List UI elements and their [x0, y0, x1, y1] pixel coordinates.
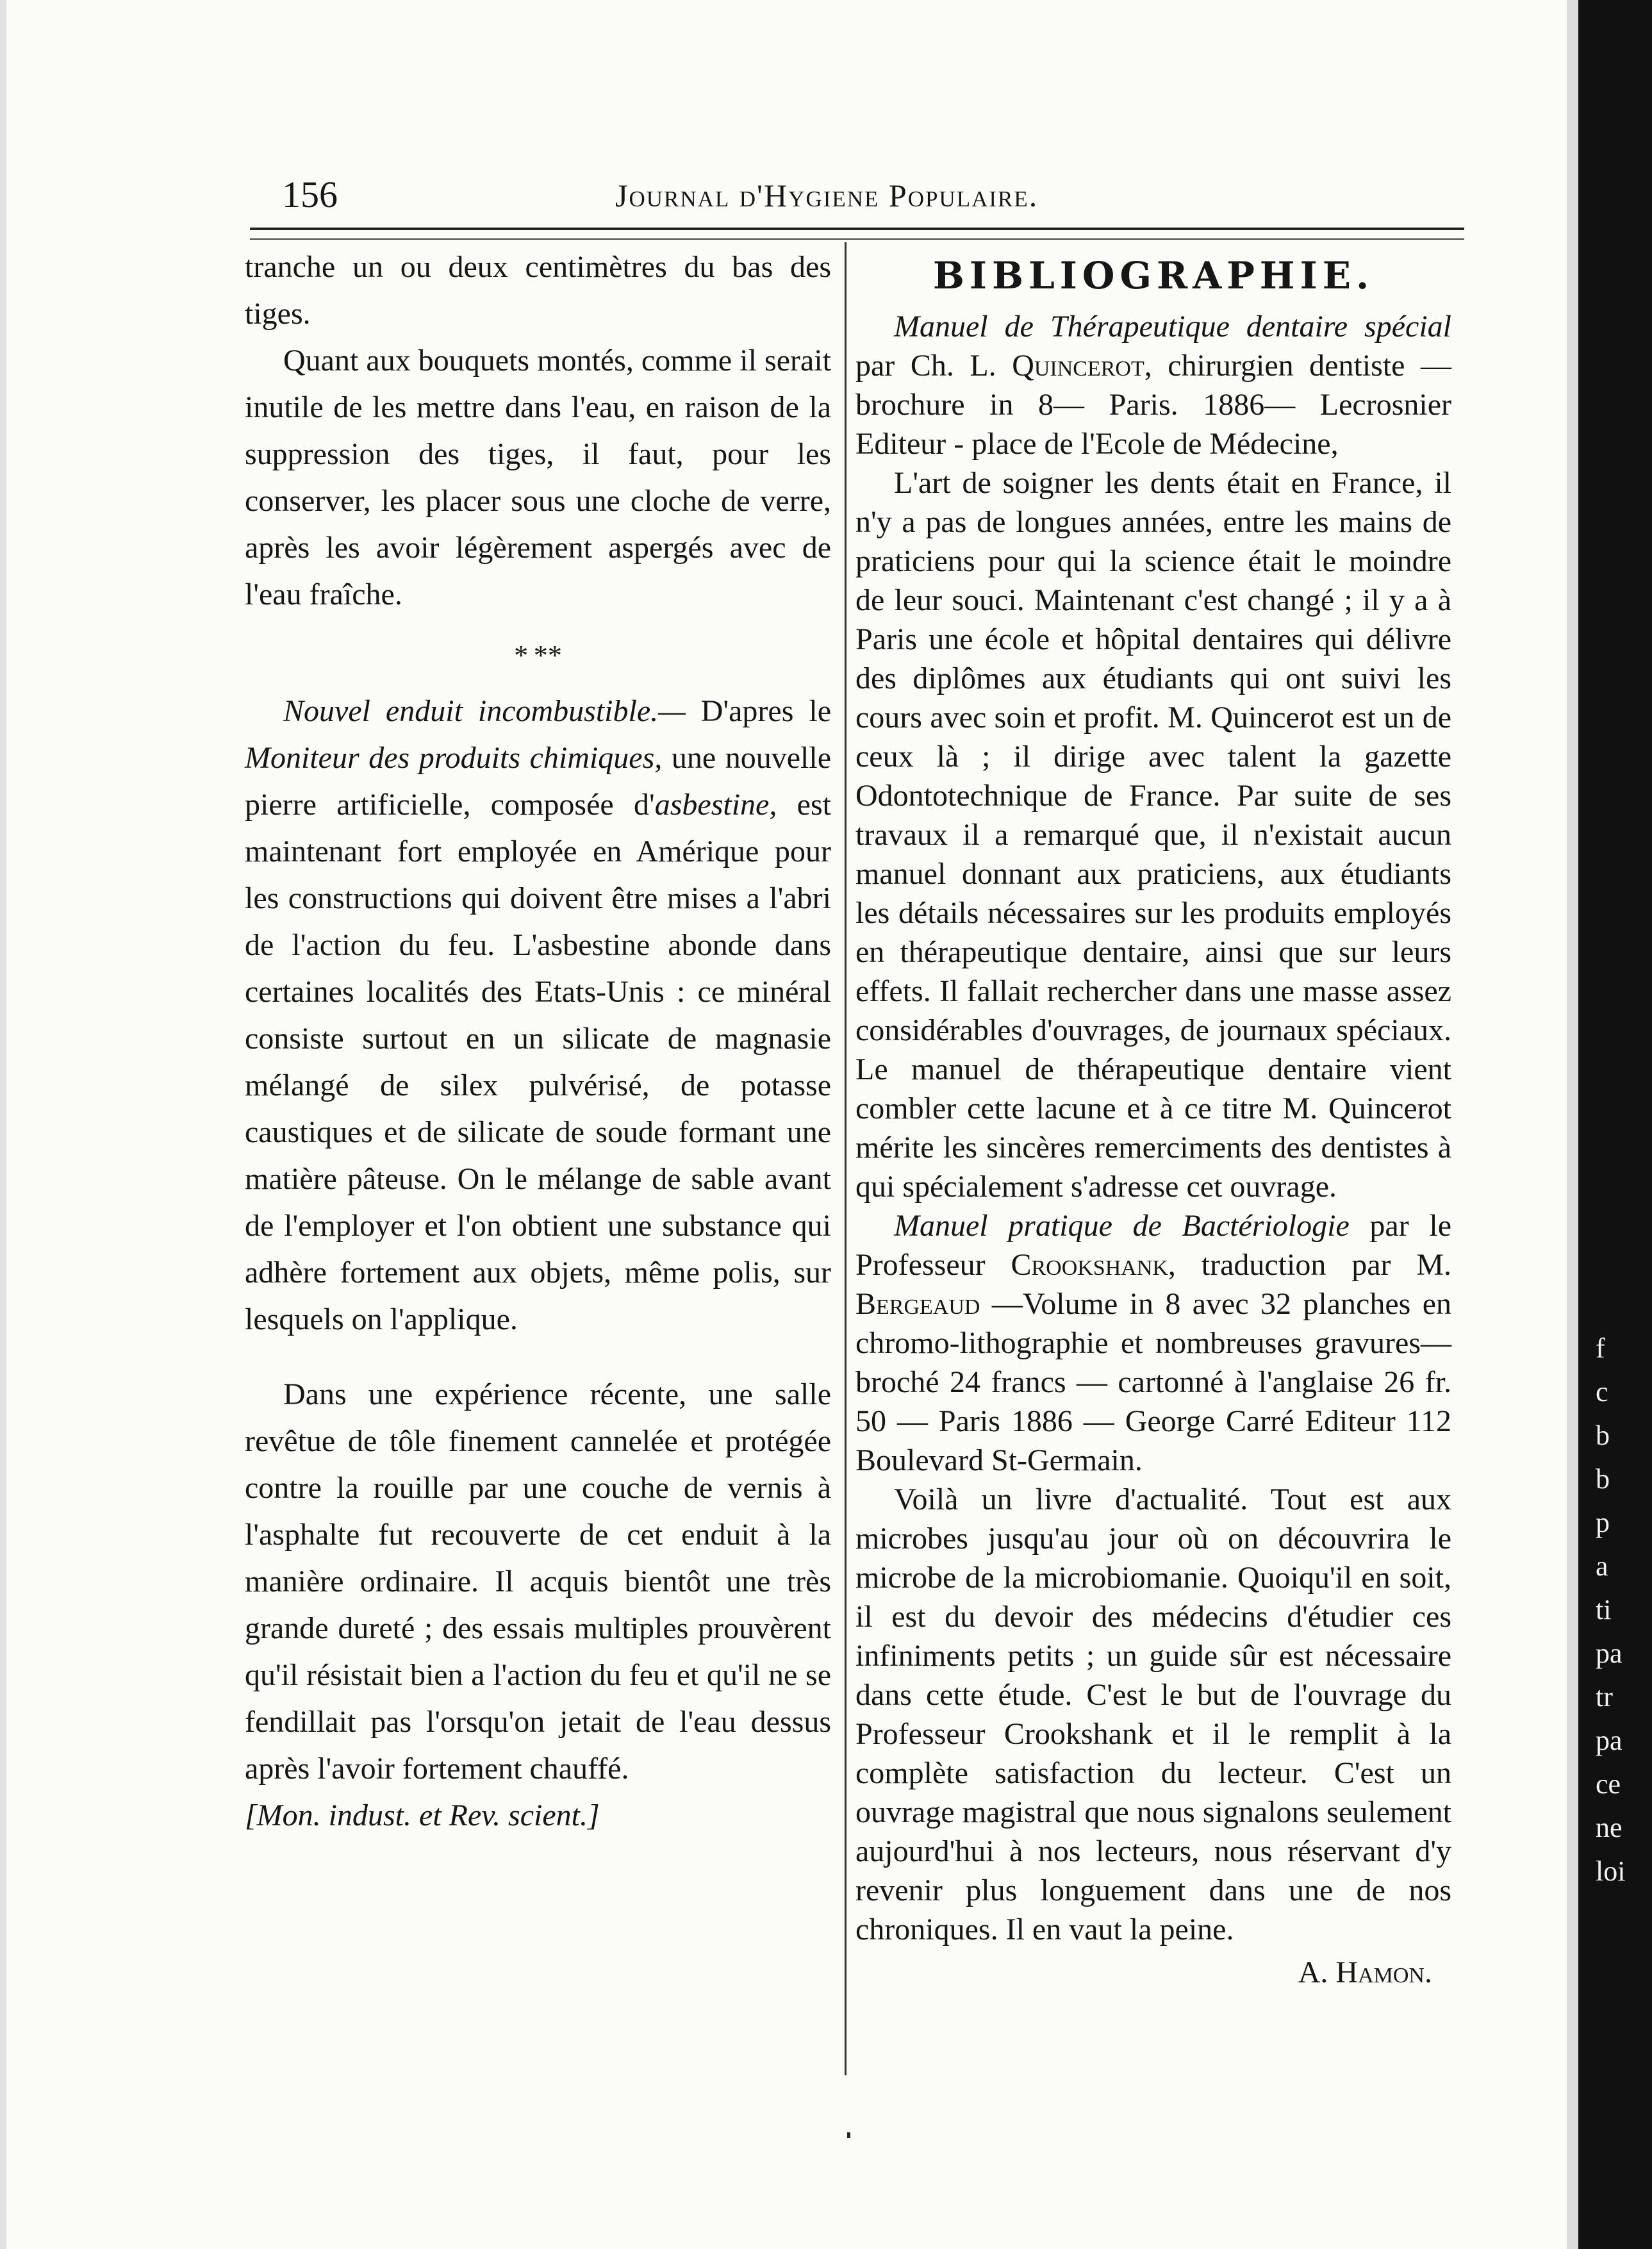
book-title: Manuel de Thérapeutique dentaire spécial	[894, 310, 1451, 344]
adjacent-page-edge	[1578, 0, 1652, 2249]
left-page-edge	[0, 0, 6, 2249]
author-name: Quincerot,	[1012, 349, 1152, 383]
fragment-text: loi	[1596, 1855, 1626, 1887]
paragraph-enduit: Nouvel enduit incombustible.— D'apres le Moniteur des produits chimiques, une nouvelle pierre artificielle, composée d'asbestine, est maintenant fort employée en Amérique pour les constructions qui doivent être mises a l'abri de l'action du feu. L'asbestine abonde dans certaines localités des Etats-Unis : ce minéral consiste surtout en un silicate de magnasie mélangé de silex pulvérisé, de potasse caustiques et de silicate de soude formant une matière pâteuse. On le mélange de sable avant de l'employer et l'on obtient une substance qui adhère fortement aux objets, même polis, sur lesquels on l'applique.	[245, 694, 831, 1336]
fragment-text: ce	[1596, 1768, 1621, 1800]
article-title: Nouvel enduit incombustible.—	[283, 694, 686, 728]
header-rule	[250, 228, 1464, 230]
header-rule-thin	[250, 238, 1464, 240]
fragment-text: b	[1596, 1420, 1610, 1451]
fragment-text: b	[1596, 1463, 1610, 1495]
fragment-text: pa	[1596, 1725, 1623, 1756]
right-column	[855, 256, 1451, 1992]
source-name: Moniteur des produits chimiques,	[245, 741, 663, 775]
fragment-text: c	[1596, 1376, 1608, 1407]
citation: [Mon. indust. et Rev. scient.]	[245, 1798, 600, 1832]
paragraph-bouquets: Quant aux bouquets montés, comme il serait inutile de les mettre dans l'eau, en raison de la suppression des tiges, il faut, pour les conserver, les placer sous une cloche de verre, après les avoir légèrement aspergés avec de l'eau fraîche.	[245, 344, 831, 611]
paragraph-tiges: tranche un ou deux centimètres du bas des tiges.	[245, 250, 831, 331]
section-separator: * **	[514, 640, 562, 671]
author-name: Crookshank,	[1011, 1248, 1176, 1282]
fragment-text: ti	[1596, 1594, 1612, 1625]
page-number: 156	[282, 174, 338, 215]
left-column	[245, 244, 831, 1839]
translator-name: Bergeaud	[855, 1287, 980, 1321]
section-heading-bibliographie: BIBLIOGRAPHIE.	[932, 254, 1375, 297]
fragment-text: pa	[1596, 1638, 1623, 1669]
column-divider	[845, 242, 847, 2075]
binding-gap	[1567, 0, 1578, 2249]
bibliography-entry-bacteriologie: Manuel pratique de Bactériologie par le Professeur Crookshank, traduction par M. Bergeaud —Volume in 8 avec 32 planches en chromo-lithographie et nombreuses gravures—broché 24 francs — cartonné à l'anglaise 26 fr. 50 — Paris 1886 — George Carré Editeur 112 Boulevard St-Germain.	[855, 1209, 1451, 1477]
fragment-text: f	[1596, 1332, 1605, 1364]
running-title: Journal d'Hygiene Populaire.	[615, 178, 1039, 213]
term-asbestine: asbestine,	[654, 788, 777, 822]
review-dentaire: L'art de soigner les dents était en France, il n'y a pas de longues années, entre les mains de praticiens pour qui la science était le moindre de leur souci. Maintenant c'est changé ; il y a à Paris une école et hôpital dentaires qui délivre des diplômes aux étudiants qui ont suivi les cours avec soin et profit. M. Quincerot est un de ceux là ; il dirige avec talent la gazette Odontotechnique de France. Par suite de ses travaux il a remarqué que, il n'existait aucun manuel donnant aux praticiens, aux étudiants les détails nécessaires sur les produits employés en thérapeutique dentaire, ainsi que sur leurs effets. Il fallait rechercher dans une masse assez considérables d'ouvrages, de journaux spéciaux. Le manuel de thérapeutique dentaire vient combler cette lacune et à ce titre M. Quincerot mérite les sincères remerciments des dentistes à qui spécialement s'adresse cet ouvrage.	[855, 466, 1451, 1204]
adjacent-page-fragments	[1596, 1327, 1652, 1893]
book-title: Manuel pratique de Bactériologie	[894, 1209, 1350, 1243]
ink-speck	[847, 2132, 850, 2138]
fragment-text: ne	[1596, 1812, 1623, 1843]
fragment-text: tr	[1596, 1681, 1613, 1713]
fragment-text: p	[1596, 1507, 1610, 1538]
signature: A. Hamon.	[1298, 1955, 1432, 1989]
fragment-text: a	[1596, 1550, 1608, 1582]
paragraph-experience: Dans une expérience récente, une salle revêtue de tôle finement cannelée et protégée contre la rouille par une couche de vernis à l'asphalte fut recouverte de cet enduit à la manière ordinaire. Il acquis bientôt une très grande dureté ; des essais multiples prouvèrent qu'il résistait bien a l'action du feu et qu'il ne se fendillait pas l'orsqu'on jetait de l'eau dessus après l'avoir fortement chauffé.	[245, 1377, 831, 1786]
review-bacteriologie: Voilà un livre d'actualité. Tout est aux microbes jusqu'au jour où on découvrira le microbe de la microbiomanie. Quoiqu'il en soit, il est du devoir des médecins d'étudier ces infiniments petits ; un guide sûr est nécessaire dans cette étude. C'est le but de l'ouvrage du Professeur Crookshank et il le remplit à la complète satisfaction du lecteur. C'est un ouvrage magistral que nous signalons seulement aujourd'hui à nos lecteurs, nous réservant d'y revenir plus longuement dans une de nos chroniques. Il en vaut la peine.	[855, 1482, 1451, 1946]
bibliography-entry-dentaire: Manuel de Thérapeutique dentaire spécial par Ch. L. Quincerot, chirurgien dentiste — brochure in 8— Paris. 1886— Lecrosnier Editeur - place de l'Ecole de Médecine,	[855, 310, 1451, 461]
